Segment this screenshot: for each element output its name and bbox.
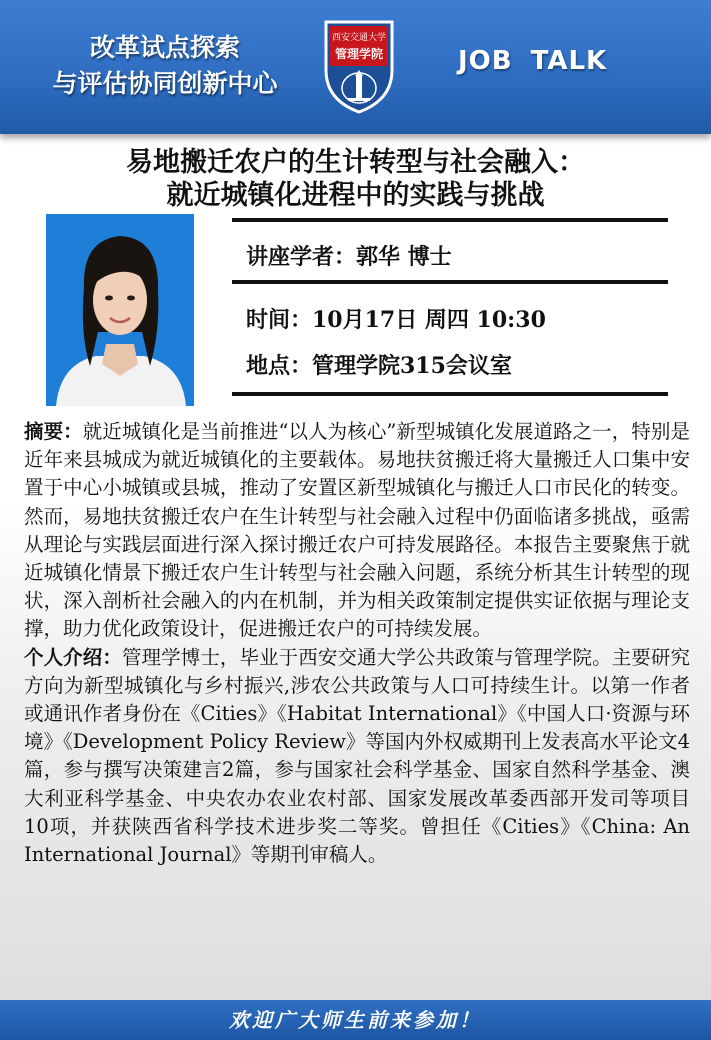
title-line2: 就近城镇化进程中的实践与挑战 [166,180,545,211]
badge-university: 西安交通大学 [331,33,387,43]
badge-school: 管理学院 [334,47,384,61]
center-name-line2: 与评估协同创新中心 [52,69,278,98]
time-line: 时间：10月17日 周四 10:30 [246,307,546,333]
bio-label: 个人介绍： [24,645,122,669]
info-top-rule [232,218,668,222]
body-text [24,418,690,869]
footer-welcome: 欢迎广大师生前来参加！ [229,1008,482,1032]
header-banner [0,0,711,134]
title-line1: 易地搬迁农户的生计转型与社会融入： [126,147,585,178]
bio-paragraph [24,644,690,870]
speaker-portrait-icon [46,214,194,406]
location-line: 地点：管理学院315会议室 [246,353,512,379]
abstract-text: 就近城镇化是当前推进“以人为核心”新型城镇化发展道路之一，特别是近年来县城成为就近城镇化的主要载体。易地扶贫搬迁将大量搬迁人口集中安置于中心小城镇或县城，推动了安置区新型城镇化与搬迁人口市民化的转变。然而，易地扶贫搬迁农户在生计转型与社会融入过程中仍面临诸多挑战，亟需从理论与实践层面进行深入探讨搬迁农户可持发展路径。本报告主要聚焦于就近城镇化情景下搬迁农户生计转型与社会融入问题，系统分析其生计转型的现状，深入剖析社会融入的内在机制，并为相关政策制定提供实证依据与理论支撑，助力优化政策设计，促进搬迁农户的可持续发展。 [24,420,690,641]
speaker-line: 讲座学者：郭华 博士 [246,244,452,270]
info-bottom-rule [232,392,668,396]
info-middle-rule [232,280,668,284]
bio-text: 管理学博士，毕业于西安交通大学公共政策与管理学院。主要研究方向为新型城镇化与乡村振兴,涉农公共政策与人口可持续生计。以第一作者或通讯作者身份在《Cities》《Habitat International》《中国人口·资源与环境》《Development Policy Review》等国内外权威期刊上发表高水平论文4篇，参与撰写决策建言2篇，参与国家社会科学基金、国家自然科学基金、澳大利亚科学基金、中央农办农业农村部、国家发展改革委西部开发司等项目10项，并获陕西省科学技术进步奖二等奖。曾担任《Cities》《China: An International Journal》等期刊审稿人。 [24,645,690,867]
lecture-title [20,146,691,212]
job-talk-label: JOB TALK [458,46,608,76]
abstract-paragraph [24,418,690,644]
abstract-label: 摘要： [24,420,83,443]
school-emblem-icon [322,18,396,114]
center-name-line1: 改革试点探索 [89,33,240,62]
footer-banner [0,1000,711,1040]
center-name [30,30,300,102]
